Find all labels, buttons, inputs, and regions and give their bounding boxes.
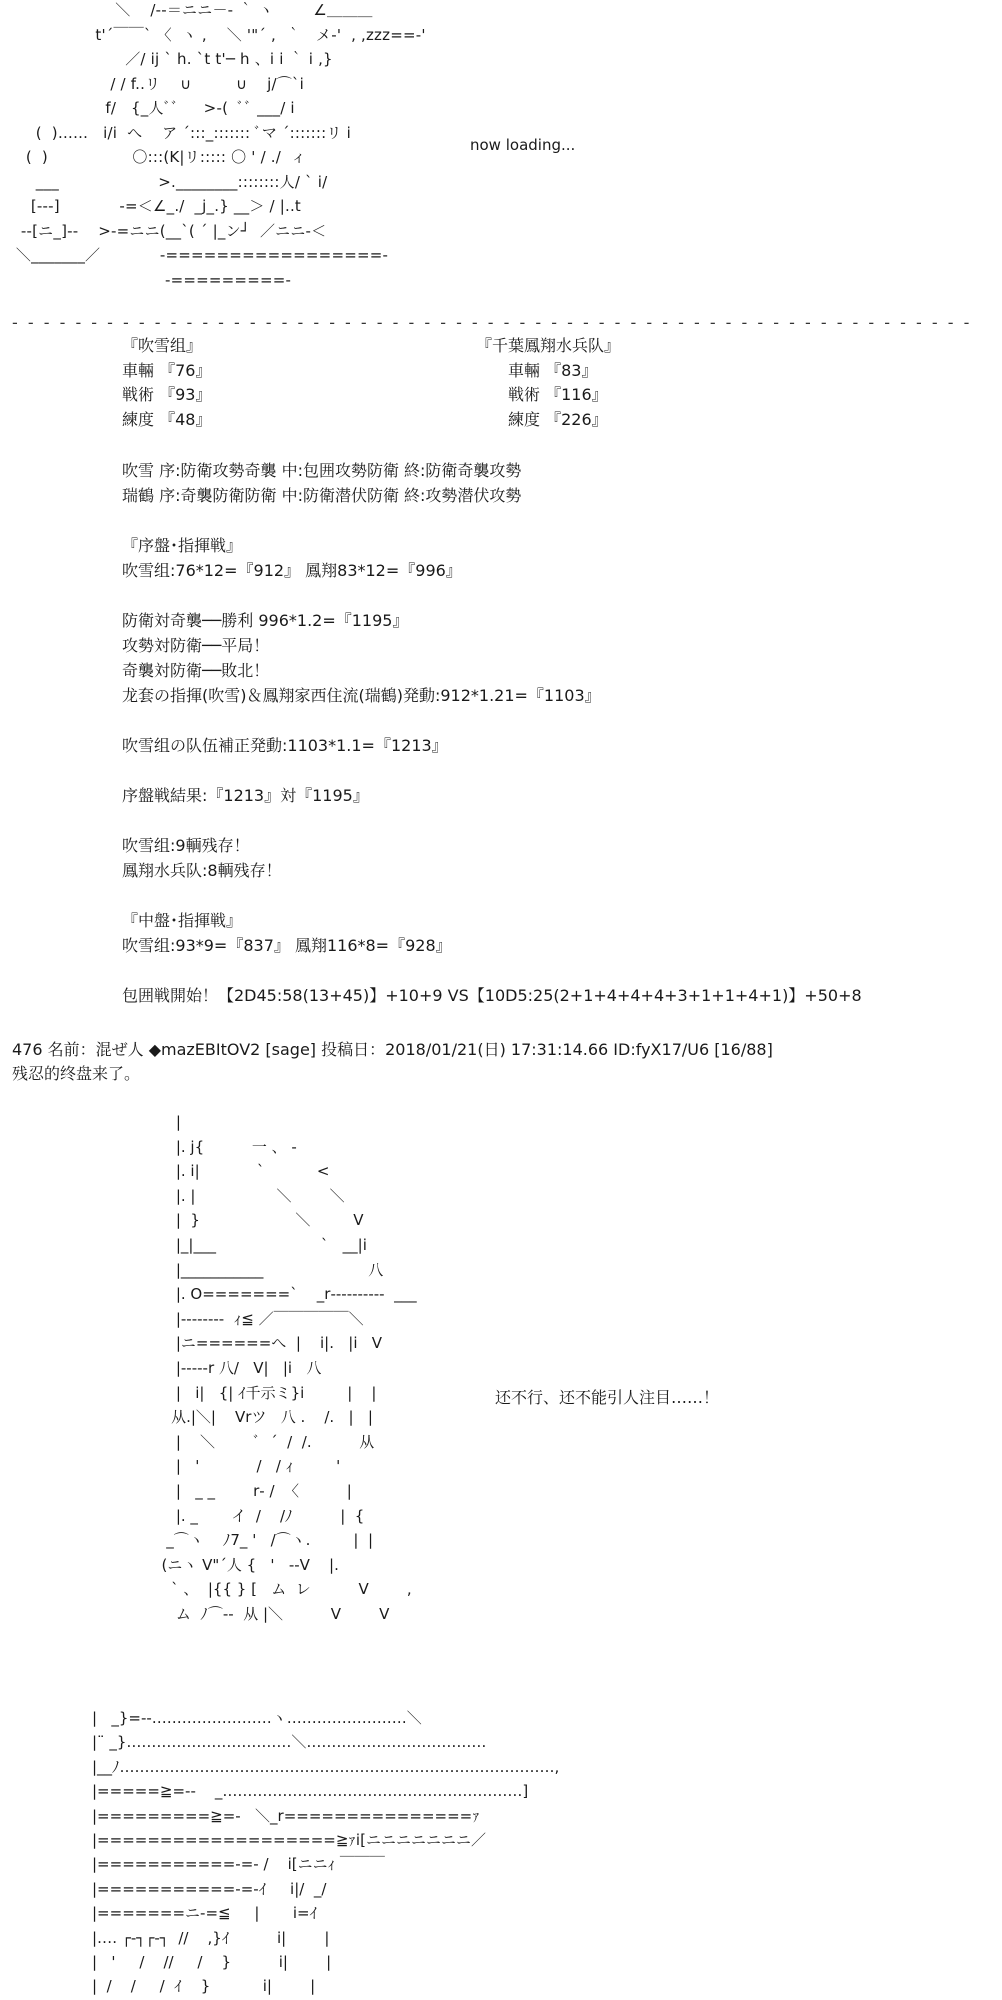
battle-log-line: 防衛対奇襲──勝利 996*1.2=『1195』 (122, 611, 409, 630)
ascii-mid-line: |‐‐‐‐‐r 八/ V| |i 八 (152, 1358, 322, 1377)
ascii-mid-line: | _ _ r‐ / 〈 | (152, 1481, 352, 1500)
ascii-mid-line: | i| {| ｲ千示ミ}i | | (152, 1383, 377, 1402)
speech-text: 还不行、还不能引人注目……！ (495, 1388, 720, 1407)
battle-log-line: 『中盤･指揮戦』 (122, 911, 243, 930)
ascii-bottom-line: |=======ニ‐=≦ | i=ｲ (92, 1904, 318, 1923)
stat-vehicles-left: 車輛 『76』 (122, 360, 212, 380)
battle-log-line: 瑞鶴 序:奇襲防衛防衛 中:防衛潜伏防衛 終:攻勢潜伏攻勢 (122, 486, 522, 505)
loading-text: now loading... (470, 136, 576, 154)
ascii-mid-line: | } ＼ V (152, 1211, 364, 1230)
ascii-art-character (152, 1110, 417, 1626)
ascii-mid-line: ` 、 |{{ } [ ム レ V , (152, 1580, 412, 1599)
team-stats-left (122, 334, 211, 432)
ascii-bottom-line: |__ﾉ……………………………………………………………………………, (92, 1757, 560, 1776)
ascii-mid-line: ム ﾉ⌒‐‐ 从 |＼ V V (152, 1604, 390, 1623)
battle-log-line: 奇襲対防衛──敗北！ (122, 661, 270, 680)
ascii-mid-line: |_|___ ` __|i (152, 1235, 367, 1254)
ascii-mid-line: |‐‐‐‐‐‐‐‐ ｨ≦ ／￣￣￣￣￣＼ (152, 1309, 364, 1328)
ascii-mid-line: |. O=======` _r‐‐‐‐‐‐‐‐‐- ___ (152, 1285, 417, 1304)
ascii-mid-line: | ' / / ｨ ' (152, 1457, 341, 1476)
battle-log-line: 序盤戦結果:『1213』対『1195』 (122, 786, 369, 805)
battle-log-line (122, 708, 862, 733)
ascii-bottom-line: | / / / ｲ } i| | (92, 1977, 316, 1996)
battle-log-line: 吹雪组の队伍補正発動:1103*1.1=『1213』 (122, 736, 448, 755)
battle-log-line: 吹雪组:9輌残存！ (122, 836, 250, 855)
ascii-mid-line: (ニヽ V"´人 { ' ‐‐V |. (152, 1555, 339, 1574)
ascii-top-line: ＼ /‐‐＝ニニ－‐ ｀ ヽ ∠＿＿＿ (6, 1, 373, 19)
ascii-mid-line: |. _ イ / /ﾉ | { (152, 1506, 365, 1525)
ascii-top-line: ___ >.________::::::::人/ ` i/ (6, 172, 328, 191)
section-divider: - - - - - - - - - - - - - - - - - - - - - - - - - - - - - - - - - - - - - - - - - - - - - - - - - - - - - - - - - - - - - (12, 313, 972, 332)
ascii-mid-line: |. | ＼ ＼ (152, 1186, 345, 1205)
ascii-mid-line: 从.|＼| Vrツ 八 . /. | | (152, 1408, 373, 1427)
ascii-art-footer (92, 1706, 559, 1999)
ascii-bottom-line: |===================≧ｧi[ニニニニニニニ／ (92, 1831, 486, 1850)
ascii-top-line: / / f..リ ∪ ∪ j/⌒`i (6, 74, 305, 93)
ascii-mid-line: |. j{ 一 、 - (152, 1137, 297, 1156)
post-header: 476 名前：混ぜ人 ◆mazEBItOV2 [sage] 投稿日：2018/01/21(日) 17:31:14.66 ID:fyX17/U6 [16/88] (12, 1040, 773, 1059)
stat-training-right: 練度 『226』 (508, 409, 608, 429)
battle-log-line (122, 508, 862, 533)
ascii-mid-line: |. i| ` < (152, 1162, 330, 1181)
ascii-top-line: [‐‐‐] ‐=＜∠_./ _j_.} __＞ / |..t (6, 197, 301, 215)
battle-log-line: 鳳翔水兵队:8輌残存！ (122, 861, 282, 880)
battle-log-line (122, 583, 862, 608)
ascii-top-line: ＼_______／ ‐=================‐ (6, 246, 389, 264)
stat-vehicles-right: 車輛 『83』 (508, 360, 598, 380)
ascii-top-line: t'´￣￣` 〈 ヽ , ＼ '"´ , ｀ メ‐' , ,zzz==‐' (6, 25, 426, 44)
ascii-mid-line: _⌒ヽ ﾉ7_ ' /⌒ヽ. | | (152, 1531, 373, 1550)
post-body: 残忍的终盘来了。 (12, 1064, 141, 1083)
ascii-top-line: ‐=========‐ (6, 270, 292, 289)
ascii-top-line: ／/ ij ` h. `t t'─ h 、i i ｀ i ,} (6, 50, 333, 68)
battle-log-line: 吹雪组:76*12=『912』 鳳翔83*12=『996』 (122, 561, 462, 580)
team-stats-right (476, 334, 620, 432)
battle-log-line (122, 958, 862, 983)
ascii-bottom-line: | _}=‐‐……………………ヽ……………………＼ (92, 1709, 422, 1727)
battle-log-line: 龙套の指揮(吹雪)＆鳳翔家西住流(瑞鶴)発動:912*1.21=『1103』 (122, 686, 601, 705)
ascii-top-line: ‐‐[ニ_]‐‐ >‐=ニニ(__`( ´ |_ン┘ ／ニニ‐＜ (6, 221, 327, 240)
battle-log-line: 吹雪组:93*9=『837』 鳳翔116*8=『928』 (122, 936, 452, 955)
battle-log-line (122, 808, 862, 833)
ascii-top-line: f/ {_人ﾞﾞ >‐( ﾞﾞ ___/ i (6, 99, 295, 117)
battle-log-line: 『序盤･指揮戦』 (122, 536, 243, 555)
ascii-top-line: ( ) 〇:::(K|リ::::: 〇 ' / ./ ィ (6, 148, 307, 166)
stat-training-left: 練度 『48』 (122, 409, 212, 429)
ascii-mid-line: |ニ======へ | i|. |i V (152, 1334, 383, 1353)
ascii-mid-line: | (152, 1113, 181, 1131)
ascii-bottom-line: | ' / // / } i| | (92, 1953, 332, 1972)
ascii-mid-line: |___________ 八 (152, 1260, 384, 1279)
ascii-bottom-line: |===========‐=‐ｲ i|/ _/ (92, 1879, 327, 1898)
stat-tactics-left: 戦術 『93』 (122, 385, 212, 405)
ascii-bottom-line: |=========≧=‐ ＼_r===============ｧ (92, 1806, 480, 1825)
battle-log-line (122, 883, 862, 908)
battle-log (122, 458, 862, 1008)
team-name-left: 『吹雪组』 (122, 336, 203, 355)
battle-log-line (122, 758, 862, 783)
ascii-mid-line: | ＼ ﾞ ´ / /. 从 (152, 1432, 375, 1451)
ascii-art-header (6, 0, 426, 292)
battle-log-line: 攻勢対防衛──平局！ (122, 636, 270, 655)
ascii-bottom-line: |‥‥ ┌‐┐┌‐┐ // ,}ｲ i| | (92, 1928, 330, 1947)
battle-log-line: 吹雪 序:防衛攻勢奇襲 中:包囲攻勢防衛 終:防衛奇襲攻勢 (122, 461, 522, 480)
team-name-right: 『千葉鳳翔水兵队』 (476, 336, 621, 355)
ascii-top-line: ( )…… i/i へ ア ´:::_::::::: ﾞマ ´:::::::リ i (6, 123, 351, 142)
ascii-bottom-line: |¨ _}……………………………＼……………………………… (92, 1733, 487, 1752)
battle-log-line: 包囲戦開始！【2D45:58(13+45)】+10+9 VS【10D5:25(2+1+4+4+4+3+1+1+4+1)】+50+8 (122, 986, 862, 1005)
ascii-bottom-line: |=====≧=‐- _……………………………………………………] (92, 1782, 529, 1801)
stat-tactics-right: 戦術 『116』 (508, 385, 608, 405)
ascii-bottom-line: |===========‐=‐ / i[ニニｨ ￣￣￣ (92, 1855, 385, 1874)
